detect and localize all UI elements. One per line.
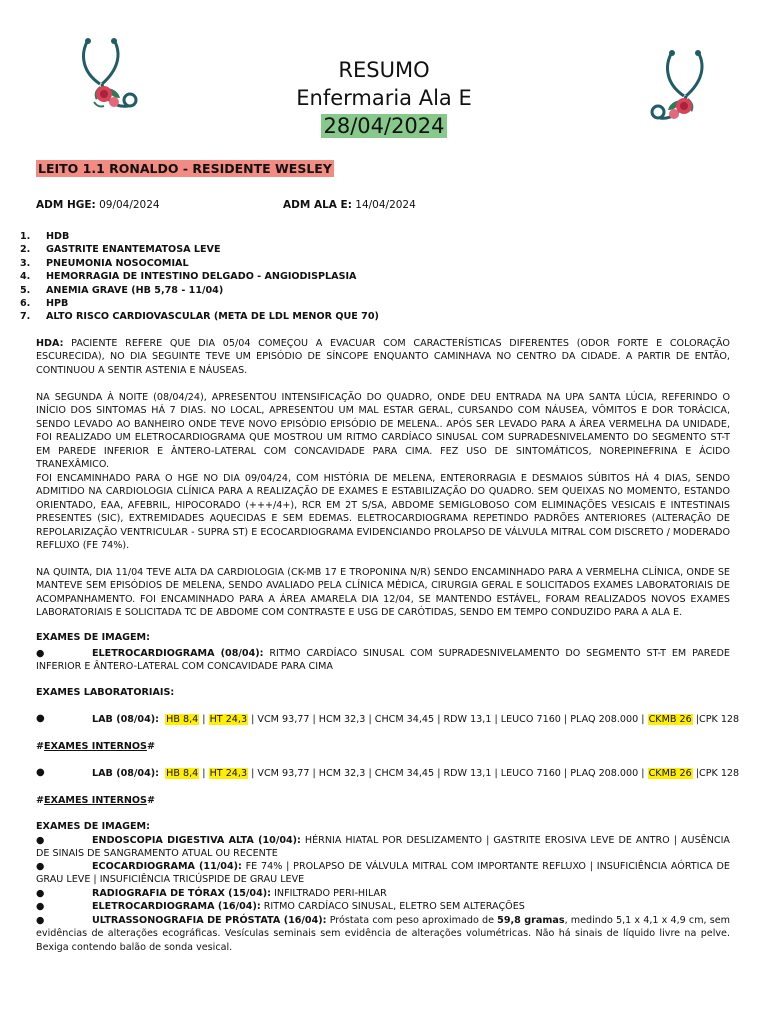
exam-label: ENDOSCOPIA DIGESTIVA ALTA (10/04):	[92, 835, 301, 846]
exam-label: ELETROCARDIOGRAMA (16/04):	[92, 901, 261, 912]
adm-hge-value: 09/04/2024	[99, 199, 160, 211]
exam-label: RADIOGRAFIA DE TÓRAX (15/04):	[92, 888, 271, 899]
bullet: ●	[36, 901, 45, 912]
exames-internos-text: EXAMES INTERNOS	[44, 741, 147, 752]
lab-row: LAB (08/04): HB 8,4 | HT 24,3 | VCM 93,77 | HCM 32,3 | CHCM 34,45 | RDW 13,1 | LEUCO 7160 | PLAQ 208.000 | CKMB 26 |CPK 128	[92, 714, 740, 725]
lab-label: LAB (08/04):	[92, 714, 160, 725]
list-number: 5.	[20, 284, 31, 296]
exam-text: INFILTRADO PERI-HILAR	[274, 888, 387, 899]
lab-values: VCM 93,77 | HCM 32,3 | CHCM 34,45 | RDW 13,1 | LEUCO 7160 | PLAQ 208.000	[257, 714, 639, 725]
section-title: EXAMES LABORATORIAIS:	[36, 687, 175, 698]
list-item	[20, 284, 740, 297]
list-item	[20, 257, 740, 270]
exames-internos-text: EXAMES INTERNOS	[44, 795, 147, 806]
list-text: HDB	[46, 231, 70, 242]
exam-text: RITMO CARDÍACO SINUSAL, ELETRO SEM ALTERAÇÕES	[263, 901, 525, 912]
section-title: EXAMES DE IMAGEM:	[36, 821, 150, 832]
bullet: ●	[36, 767, 45, 778]
adm-ala	[283, 199, 416, 211]
exam-text: FE 74% | PROLAPSO DE VÁLVULA MITRAL COM IMPORTANTE REFLUXO | INSUFICIÊNCIA AÓRTICA DE GRAU LEVE | INSUFICIÊNCIA TRICÚSPIDE DE GRAU LEVE	[36, 861, 730, 886]
bullet: ●	[36, 835, 45, 846]
exam-label: ELETROCARDIOGRAMA (08/04):	[92, 648, 264, 659]
lab-ht: HT 24,3	[209, 768, 248, 779]
exam-label: ECOCARDIOGRAMA (11/04):	[92, 861, 242, 872]
list-number: 4.	[20, 271, 31, 283]
exames-internos-label	[36, 741, 155, 752]
exam-label: ULTRASSONOGRAFIA DE PRÓSTATA (16/04):	[92, 915, 327, 926]
lab-values: VCM 93,77 | HCM 32,3 | CHCM 34,45 | RDW 13,1 | LEUCO 7160 | PLAQ 208.000	[257, 768, 639, 779]
list-number: 3.	[20, 257, 31, 269]
page-subtitle: Enfermaria Ala E	[296, 86, 472, 110]
list-number: 7.	[20, 311, 31, 323]
hash-mark: #	[146, 795, 155, 806]
exam-item	[36, 647, 730, 674]
exam-item	[36, 860, 730, 887]
list-text: ALTO RISCO CARDIOVASCULAR (META DE LDL MENOR QUE 70)	[46, 311, 379, 323]
lab-hb: HB 8,4	[166, 714, 199, 725]
adm-ala-value: 14/04/2024	[355, 199, 416, 211]
exam-item	[36, 887, 730, 900]
header	[0, 56, 768, 140]
lab-cpk: CPK 128	[699, 768, 740, 779]
list-text: GASTRITE ENANTEMATOSA LEVE	[46, 244, 221, 256]
list-text: PNEUMONIA NOSOCOMIAL	[46, 257, 189, 269]
list-item	[20, 310, 740, 323]
lab-hb: HB 8,4	[166, 768, 199, 779]
lab-ht: HT 24,3	[209, 714, 248, 725]
hash-mark: #	[36, 741, 45, 752]
list-text: HPB	[46, 297, 69, 309]
adm-hge	[36, 199, 160, 211]
section-title: EXAMES DE IMAGEM:	[36, 632, 150, 643]
hda-label: HDA:	[36, 338, 64, 349]
lab-row: LAB (08/04): HB 8,4 | HT 24,3 | VCM 93,77 | HCM 32,3 | CHCM 34,45 | RDW 13,1 | LEUCO 7160 | PLAQ 208.000 | CKMB 26 |CPK 128	[92, 768, 740, 779]
list-item	[20, 297, 740, 310]
exam-item	[36, 900, 730, 913]
hash-mark: #	[146, 741, 155, 752]
lab-label: LAB (08/04):	[92, 768, 160, 779]
list-number: 2.	[20, 244, 31, 256]
bullet: ●	[36, 713, 45, 724]
hda-paragraph: FOI ENCAMINHADO PARA O HGE NO DIA 09/04/24, COM HISTÓRIA DE MELENA, ENTERORRAGIA E DESMAIOS SÚBITOS HÁ 4 DIAS, SENDO ADMITIDO NA CARDIOLOGIA CLÍNICA PARA A REALIZAÇÃO DE EXAMES E ESTABILIZAÇÃO DO QUADRO. SEM QUEIXAS NO MOMENTO, ESTANDO ORIENTADO, EAA, AFEBRIL, HIPOCORADO (+++/4+), RCR EM 2T S/SA, ABDOME SEMIGLOBOSO COM ELIMINAÇÕES VESICAIS E INTESTINAIS PRESENTES (SIC), EXTREMIDADES AQUECIDAS E SEM EDEMAS. ELETROCARDIOGRAMA REPETINDO PADRÕES ANTERIORES (ALTERAÇÃO DE REPOLARIZAÇÃO VENTRICULAR - SUPRA ST) E ECOCARDIOGRAMA EVIDENCIANDO PROLAPSO DE VÁLVULA MITRAL COM DISCRETO / MODERADO REFLUXO (FE 74%).	[36, 473, 730, 552]
exam-item	[36, 914, 730, 954]
exam-text: Próstata com peso aproximado de	[329, 915, 494, 926]
list-number: 6.	[20, 297, 31, 309]
hash-mark: #	[36, 795, 45, 806]
hda-paragraph: NA SEGUNDA À NOITE (08/04/24), APRESENTOU INTENSIFICAÇÃO DO QUADRO, ONDE DEU ENTRADA NA UPA SANTA LÚCIA, REFERINDO O INÍCIO DOS SINTOMAS HÁ 7 DIAS. NO LOCAL, APRESENTOU UM MAL ESTAR GERAL, CURSANDO COM NÁUSEA, VÔMITOS E DOR TORÁCICA, SENDO LEVADO AO BANHEIRO ONDE TEVE NOVO EPISÓDIO EPISÓDIO DE MELENA.. APÓS SER LEVADO PARA A ÁREA VERMELHA DA UNIDADE, FOI REALIZADO UM ELETROCARDIOGRAMA QUE MOSTROU UM RITMO CARDÍACO SINUSAL COM SUPRADESNIVELAMENTO DO SEGMENTO ST-T EM PAREDE INFERIOR E ÂNTERO-LATERAL COM CONCAVIDADE PARA CIMA. FEZ USO DE SINTOMÁTICOS, NOREPINEFRINA E ÁCIDO TRANEXÂMICO.	[36, 392, 730, 471]
hda-paragraph	[36, 337, 730, 377]
list-item	[20, 243, 740, 256]
leito-heading: LEITO 1.1 RONALDO - RESIDENTE WESLEY	[38, 161, 332, 176]
list-item	[20, 230, 740, 243]
lab-ckmb: CKMB 26	[648, 768, 692, 779]
exames-internos-label	[36, 795, 155, 806]
list-text: ANEMIA GRAVE (HB 5,78 - 11/04)	[46, 284, 224, 296]
bullet: ●	[36, 648, 45, 659]
hda-text: PACIENTE REFERE QUE DIA 05/04 COMEÇOU A EVACUAR COM CARACTERÍSTICAS DIFERENTES (ODOR FORTE E COLORAÇÃO ESCURECIDA), NO DIA SEGUINTE TEVE UM EPISÓDIO DE SÍNCOPE ENQUANTO CAMINHAVA NO CENTRO DA CIDADE. A PARTIR DE ENTÃO, CONTINUOU A SENTIR ASTENIA E NÁUSEAS.	[36, 338, 730, 376]
hda-paragraph: NA QUINTA, DIA 11/04 TEVE ALTA DA CARDIOLOGIA (CK-MB 17 E TROPONINA N/R) SENDO ENCAMINHADO PARA A VERMELHA CLÍNICA, ONDE SE MANTEVE SEM EPISÓDIOS DE MELENA, SENDO AVALIADO PELA CLÍNICA MÉDICA, CIRURGIA GERAL E SOLICITADOS EXAMES LABORATORIAIS DE ACOMPANHAMENTO. FOI ENCAMINHADO PARA A ÁREA AMARELA DIA 12/04, SE MANTENDO ESTÁVEL, FORAM REALIZADOS NOVOS EXAMES LABORATORIAIS E SOLICITADA TC DE ABDOME COM CONTRASTE E USG DE CARÓTIDAS, SENDO EM TEMPO CONDUZIDO PARA A ALA E.	[36, 567, 730, 619]
lab-cpk: CPK 128	[699, 714, 740, 725]
adm-ala-label: ADM ALA E:	[283, 199, 352, 211]
prostate-weight: 59,8 gramas	[497, 915, 565, 926]
page-date: 28/04/2024	[323, 114, 445, 138]
bullet: ●	[36, 861, 45, 872]
exam-text: RITMO CARDÍACO SINUSAL COM SUPRADESNIVELAMENTO DO SEGMENTO ST-T EM PAREDE INFERIOR E ÂNTERO-LATERAL COM CONCAVIDADE PARA CIMA	[36, 648, 730, 673]
list-text: HEMORRAGIA DE INTESTINO DELGADO - ANGIODISPLASIA	[46, 271, 357, 283]
exam-text: , medindo 5,1 x 4,1 x 4,9 cm, sem evidências de alterações ecográficas. Vesículas seminais sem evidência de alterações volumétricas. Não há sinais de líquido livre na pelve. Bexiga contendo balão de sonda vesical.	[36, 915, 731, 953]
diagnosis-list	[20, 230, 740, 324]
bullet: ●	[36, 888, 45, 899]
list-item	[20, 270, 740, 283]
exam-text: HÉRNIA HIATAL POR DESLIZAMENTO | GASTRITE EROSIVA LEVE DE ANTRO | AUSÊNCIA DE SINAIS DE SANGRAMENTO ATUAL OU RECENTE	[36, 835, 730, 860]
adm-hge-label: ADM HGE:	[36, 199, 96, 211]
list-number: 1.	[20, 231, 31, 242]
bullet: ●	[36, 915, 45, 926]
page-title: RESUMO	[338, 58, 430, 82]
exam-item	[36, 834, 730, 861]
lab-ckmb: CKMB 26	[648, 714, 692, 725]
